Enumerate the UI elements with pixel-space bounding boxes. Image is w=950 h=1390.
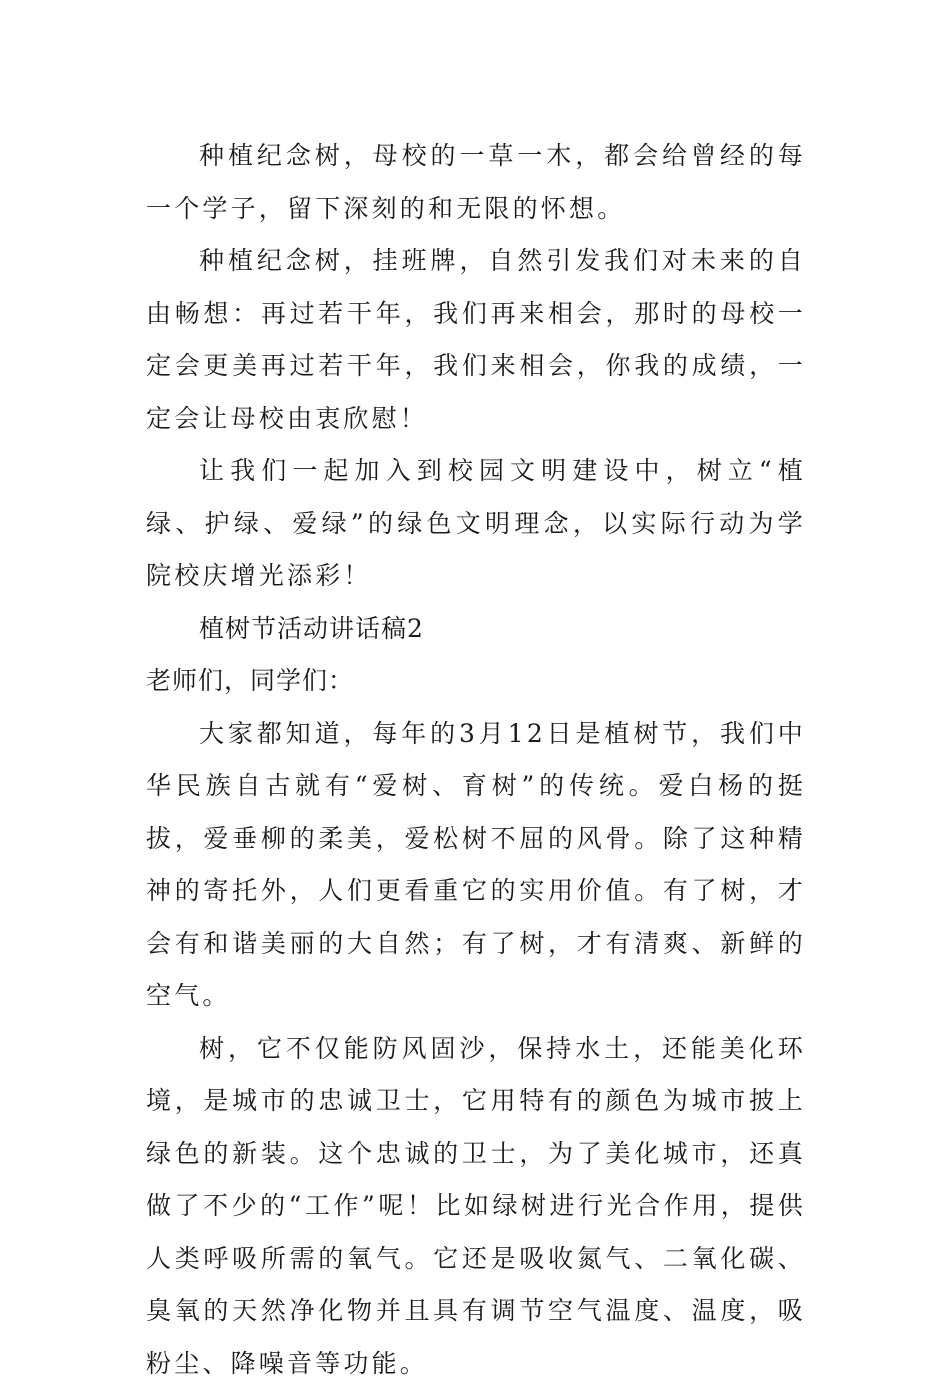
section-title: 植树节活动讲话稿2 bbox=[146, 603, 806, 656]
paragraph-tree-functions: 树，它不仅能防风固沙，保持水土，还能美化环境，是城市的忠诚卫士，它用特有的颜色为城市披上绿色的新装。这个忠诚的卫士，为了美化城市，还真做了不少的“工作”呢！比如绿树进行光合作用，提供人类呼吸所需的氧气。它还是吸收氮气、二氧化碳、臭氧的天然净化物并且具有调节空气温度、温度，吸粉尘、降噪音等功能。 bbox=[146, 1023, 806, 1390]
paragraph-memorial-tree: 种植纪念树，母校的一草一木，都会给曾经的每一个学子，留下深刻的和无限的怀想。 bbox=[146, 130, 806, 235]
document-text bbox=[146, 130, 806, 1390]
paragraph-campus-civilization: 让我们一起加入到校园文明建设中，树立“植绿、护绿、爱绿”的绿色文明理念，以实际行动为学院校庆增光添彩！ bbox=[146, 445, 806, 603]
paragraph-class-sign: 种植纪念树，挂班牌，自然引发我们对未来的自由畅想：再过若干年，我们再来相会，那时的母校一定会更美再过若干年，我们来相会，你我的成绩，一定会让母校由衷欣慰！ bbox=[146, 235, 806, 445]
salutation: 老师们，同学们： bbox=[146, 655, 806, 708]
paragraph-arbor-day: 大家都知道，每年的3月12日是植树节，我们中华民族自古就有“爱树、育树”的传统。爱白杨的挺拔，爱垂柳的柔美，爱松树不屈的风骨。除了这种精神的寄托外，人们更看重它的实用价值。有了树，才会有和谐美丽的大自然；有了树，才有清爽、新鲜的空气。 bbox=[146, 708, 806, 1023]
